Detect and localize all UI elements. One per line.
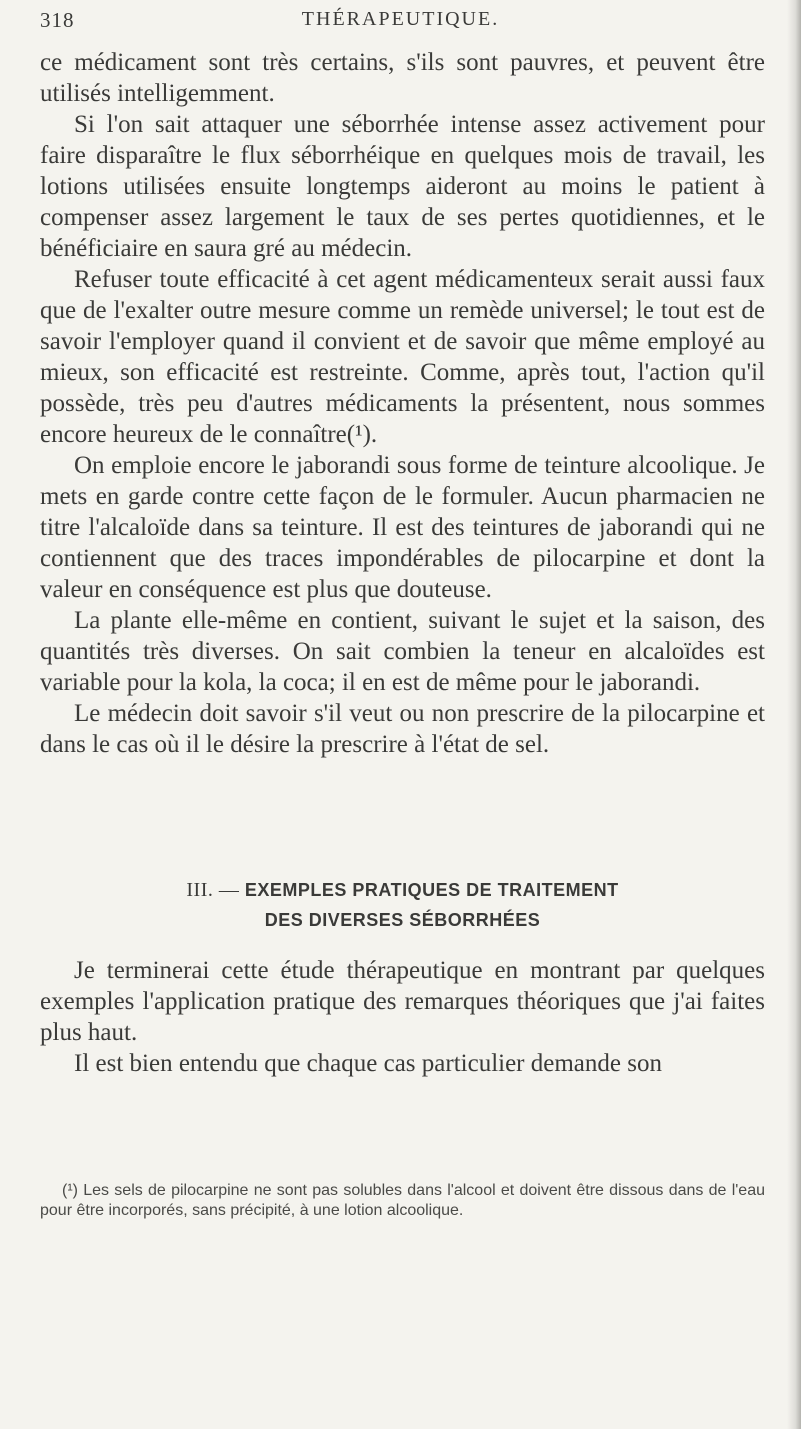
body-text-upper [40,47,765,760]
section-numeral: III. — [186,879,240,901]
section-title-part1: EXEMPLES PRATIQUES DE TRAITEMENT [244,880,619,900]
page-header [40,8,761,38]
paragraph-seborrhee: Si l'on sait attaquer une séborrhée intense assez activement pour faire disparaître le flux séborrhéique en quelques mois de travail, les lotions utilisées ensuite longtemps aideront au moins le patient à compenser assez largement le taux de ses pertes quotidiennes, et le bénéficiaire en saura gré au médecin. [40,111,765,262]
page-number: 318 [40,8,75,32]
running-title: THÉRAPEUTIQUE. [301,8,500,30]
section-heading-line1 [40,875,765,905]
footnote: (¹) Les sels de pilocarpine ne sont pas solubles dans l'alcool et doivent être dissous dans de l'eau pour être incorporés, sans précipité, à une lotion alcoolique. [40,1182,765,1219]
paragraph-medecin: Le médecin doit savoir s'il veut ou non prescrire de la pilocarpine et dans le cas où il le désire la prescrire à l'état de sel. [40,700,765,758]
footnote-reference: (¹). [346,421,378,448]
paragraph-teinture: On emploie encore le jaborandi sous forme de teinture alcoolique. Je mets en garde contre cette façon de le formuler. Aucun pharmacien ne titre l'alcaloïde dans sa teinture. Il est des teintures de jaborandi qui ne contiennent que des traces impondérables de pilocarpine et dont la valeur en conséquence est plus que douteuse. [40,452,765,603]
page-edge-shadow [787,0,801,1429]
paragraph-cas-particulier: Il est bien entendu que chaque cas particulier demande son [74,1050,662,1077]
section-heading [40,875,765,935]
paragraph-efficacite-text: Refuser toute efficacité à cet agent médicamenteux serait aussi faux que de l'exalter outre mesure comme un remède universel; le tout est de savoir l'employer quand il convient et de savoir que même employé au mieux, son efficacité est restreinte. Comme, après tout, l'action qu'il possède, très peu d'autres médicaments la présentent, nous sommes encore heureux de le connaître [40,266,765,448]
section-heading-line2: DES DIVERSES SÉBORRHÉES [264,910,541,930]
paragraph-plante: La plante elle-même en contient, suivant le sujet et la saison, des quantités très diverses. On sait combien la teneur en alcaloïdes est variable pour la kola, la coca; il en est de même pour le jaborandi. [40,607,765,696]
body-text-section [40,955,765,1079]
paragraph-efficacite [40,264,765,450]
paragraph-terminerai: Je terminerai cette étude thérapeutique en montrant par quelques exemples l'application pratique des remarques théoriques que j'ai faites plus haut. [40,957,765,1046]
paragraph-continuation: ce médicament sont très certains, s'ils sont pauvres, et peuvent être utilisés intelligemment. [40,49,765,107]
